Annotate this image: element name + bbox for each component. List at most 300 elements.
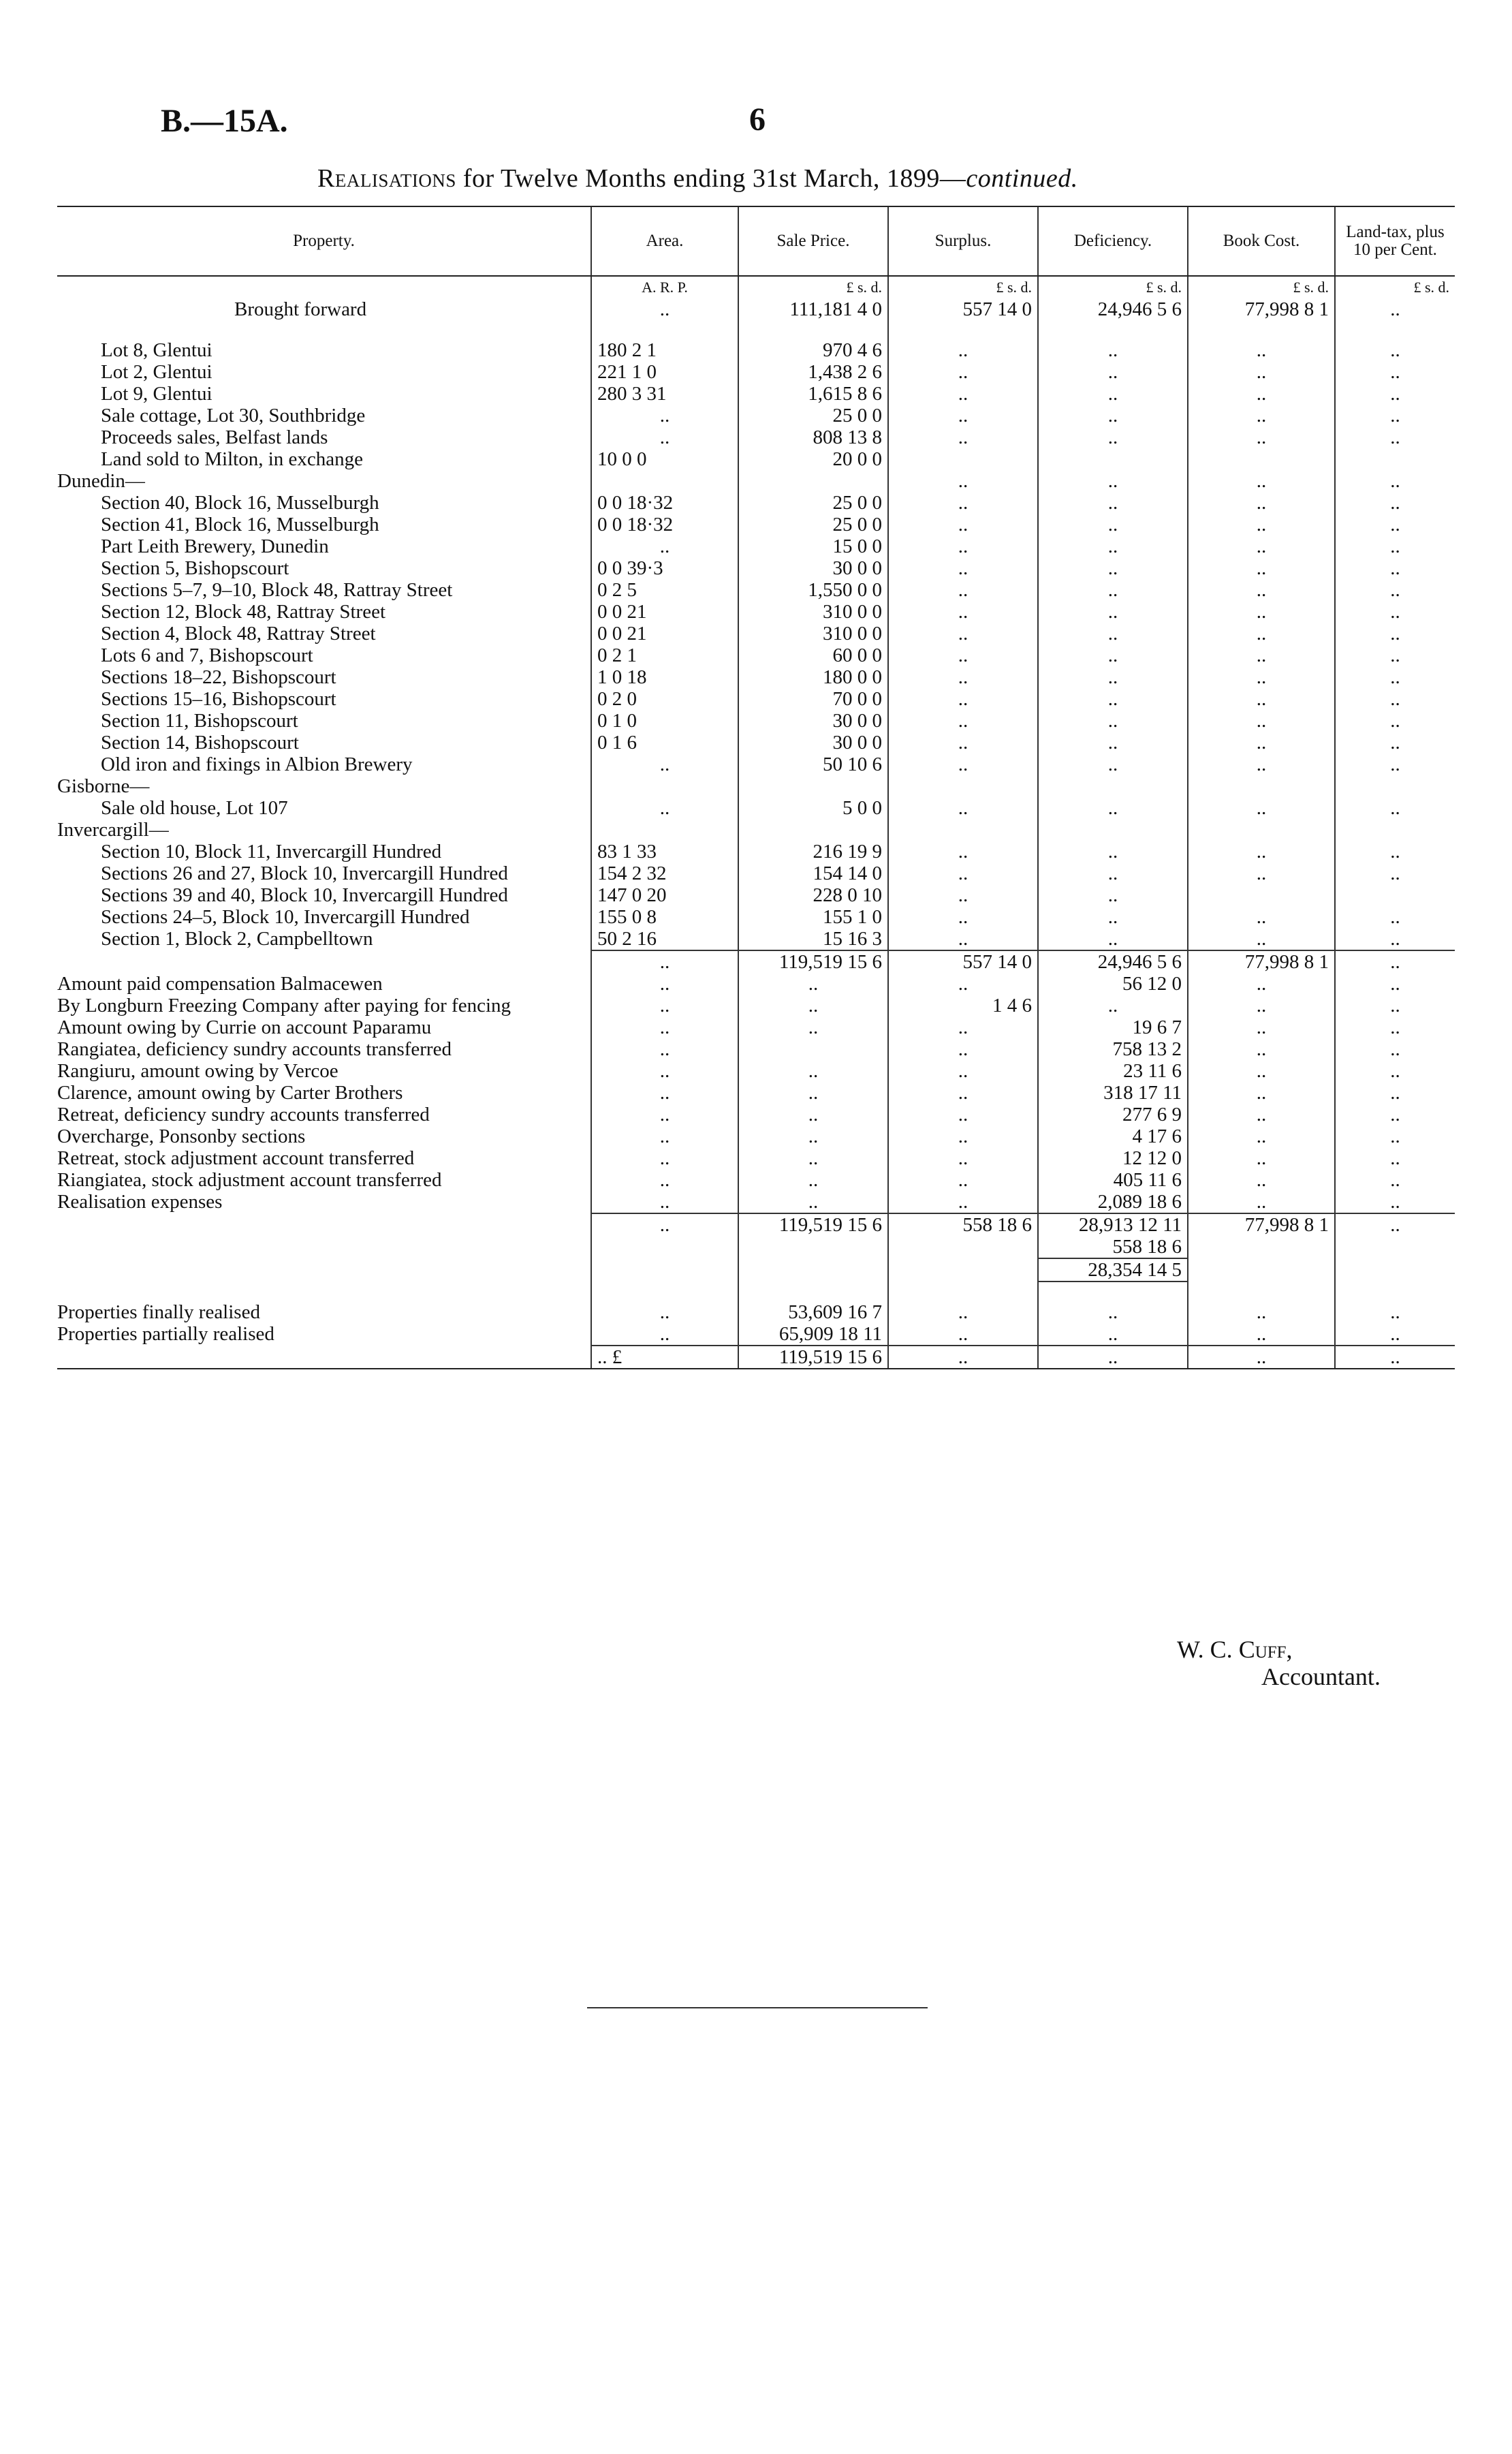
surplus-cell <box>888 1236 1038 1258</box>
area-cell: 221 1 0 <box>591 361 738 383</box>
book-cost-cell: .. <box>1188 1104 1335 1125</box>
property-cell: Lot 9, Glentui <box>101 383 212 405</box>
surplus-cell: .. <box>888 884 1038 906</box>
table-row <box>57 426 1455 448</box>
book-cost-cell: .. <box>1188 361 1335 383</box>
table-row <box>57 448 1455 470</box>
area-cell: 0 0 21 <box>591 623 738 644</box>
surplus-cell: .. <box>888 1060 1038 1082</box>
surplus-cell <box>888 775 1038 797</box>
deficiency-cell: .. <box>1038 623 1188 644</box>
footer-rule <box>587 2007 928 2008</box>
area-cell: .. <box>591 1060 738 1082</box>
property-cell: Sale cottage, Lot 30, Southbridge <box>101 405 366 426</box>
book-cost-cell: .. <box>1188 426 1335 448</box>
table-row <box>57 1082 1455 1104</box>
table-row <box>57 863 1455 884</box>
table-row <box>57 819 1455 841</box>
deficiency-cell: .. <box>1038 644 1188 666</box>
units-land: £ s. d. <box>1335 276 1455 298</box>
table-row <box>57 1191 1455 1213</box>
surplus-cell <box>888 1282 1038 1301</box>
column-header-deficiency: Deficiency. <box>1038 206 1188 276</box>
surplus-cell: .. <box>888 579 1038 601</box>
sale-price-cell: .. <box>738 1082 888 1104</box>
table-row <box>57 1169 1455 1191</box>
book-cost-cell: .. <box>1188 710 1335 732</box>
property-cell <box>57 1213 591 1236</box>
sale-price-cell: 25 0 0 <box>738 514 888 535</box>
land-tax-cell: .. <box>1335 950 1455 973</box>
property-cell: Section 12, Block 48, Rattray Street <box>101 601 386 623</box>
area-cell: 1 0 18 <box>591 666 738 688</box>
deficiency-cell: .. <box>1038 666 1188 688</box>
sale-price-cell: 53,609 16 7 <box>738 1301 888 1323</box>
table-row <box>57 405 1455 426</box>
table-row <box>57 1323 1455 1346</box>
property-cell <box>57 1346 591 1369</box>
sale-price-cell: .. <box>738 1191 888 1213</box>
sale-price-cell: 5 0 0 <box>738 797 888 819</box>
area-cell: .. <box>591 1038 738 1060</box>
area-cell: .. <box>591 1323 738 1346</box>
book-cost-cell: .. <box>1188 1060 1335 1082</box>
land-tax-cell: .. <box>1335 666 1455 688</box>
surplus-cell: .. <box>888 601 1038 623</box>
area-cell: .. <box>591 1169 738 1191</box>
property-cell: Amount owing by Currie on account Paparamu <box>57 1016 432 1038</box>
spacer-row <box>57 320 1455 339</box>
deficiency-cell <box>1038 775 1188 797</box>
sale-price-cell <box>738 819 888 841</box>
area-cell: 10 0 0 <box>591 448 738 470</box>
sale-price-cell: 119,519 15 6 <box>738 1346 888 1369</box>
deficiency-cell: .. <box>1038 995 1188 1016</box>
property-cell: Land sold to Milton, in exchange <box>101 448 363 470</box>
book-cost-cell: .. <box>1188 535 1335 557</box>
book-cost-cell: .. <box>1188 928 1335 950</box>
sale-price-cell <box>738 320 888 339</box>
deficiency-cell <box>1038 448 1188 470</box>
title-italic: continued. <box>966 164 1078 193</box>
property-cell: Section 11, Bishopscourt <box>101 710 298 732</box>
sale-price-cell: 30 0 0 <box>738 557 888 579</box>
property-cell: Lot 2, Glentui <box>101 361 212 383</box>
surplus-cell: .. <box>888 1125 1038 1147</box>
sale-price-cell: .. <box>738 1104 888 1125</box>
book-cost-cell: .. <box>1188 579 1335 601</box>
land-tax-cell: .. <box>1335 1169 1455 1191</box>
deficiency-cell: .. <box>1038 928 1188 950</box>
property-cell: Gisborne— <box>57 775 150 797</box>
land-tax-cell: .. <box>1335 557 1455 579</box>
surplus-cell: .. <box>888 514 1038 535</box>
area-cell <box>591 1236 738 1258</box>
deficiency-cell: 405 11 6 <box>1038 1169 1188 1191</box>
area-cell <box>591 1282 738 1301</box>
units-deficiency: £ s. d. <box>1038 276 1188 298</box>
land-tax-cell: .. <box>1335 1323 1455 1346</box>
land-tax-cell: .. <box>1335 863 1455 884</box>
table-row <box>57 557 1455 579</box>
sale-price-cell: 65,909 18 11 <box>738 1323 888 1346</box>
land-tax-cell: .. <box>1335 579 1455 601</box>
surplus-cell: .. <box>888 710 1038 732</box>
book-cost-cell: .. <box>1188 405 1335 426</box>
deficiency-cell: .. <box>1038 884 1188 906</box>
surplus-cell: .. <box>888 1082 1038 1104</box>
surplus-cell: 557 14 0 <box>888 950 1038 973</box>
property-cell: Section 4, Block 48, Rattray Street <box>101 623 376 644</box>
sale-price-cell: 180 0 0 <box>738 666 888 688</box>
area-cell: .. <box>591 973 738 995</box>
table-row <box>57 732 1455 754</box>
sale-price-cell <box>738 1038 888 1060</box>
book-cost-cell: .. <box>1188 1038 1335 1060</box>
book-cost-cell: .. <box>1188 514 1335 535</box>
deficiency-cell <box>1038 819 1188 841</box>
sale-price-cell: 15 16 3 <box>738 928 888 950</box>
surplus-cell: .. <box>888 535 1038 557</box>
property-cell: Invercargill— <box>57 819 169 841</box>
land-tax-cell <box>1335 448 1455 470</box>
property-cell: Sections 26 and 27, Block 10, Invercargill Hundred <box>101 863 508 884</box>
property-cell: Section 5, Bishopscourt <box>101 557 289 579</box>
table-row <box>57 298 1455 320</box>
table-row <box>57 1060 1455 1082</box>
surplus-cell <box>888 320 1038 339</box>
land-tax-cell: .. <box>1335 995 1455 1016</box>
sale-price-cell: 60 0 0 <box>738 644 888 666</box>
property-cell: Proceeds sales, Belfast lands <box>101 426 328 448</box>
table-row <box>57 383 1455 405</box>
table-row <box>57 688 1455 710</box>
table-row <box>57 1125 1455 1147</box>
land-tax-cell: .. <box>1335 1213 1455 1236</box>
table-row <box>57 950 1455 973</box>
title-text: for Twelve Months ending 31st March, 1899— <box>456 164 966 193</box>
surplus-cell: .. <box>888 928 1038 950</box>
sale-price-cell: 216 19 9 <box>738 841 888 863</box>
deficiency-cell: .. <box>1038 841 1188 863</box>
property-cell: Sale old house, Lot 107 <box>101 797 288 819</box>
book-cost-cell <box>1188 884 1335 906</box>
table-row <box>57 1258 1455 1282</box>
surplus-cell <box>888 448 1038 470</box>
deficiency-cell: .. <box>1038 535 1188 557</box>
deficiency-cell: 19 6 7 <box>1038 1016 1188 1038</box>
deficiency-cell: .. <box>1038 514 1188 535</box>
book-cost-cell <box>1188 1258 1335 1282</box>
spacer-row <box>57 1282 1455 1301</box>
land-tax-cell: .. <box>1335 710 1455 732</box>
land-tax-cell <box>1335 884 1455 906</box>
deficiency-cell: .. <box>1038 732 1188 754</box>
surplus-cell: .. <box>888 973 1038 995</box>
area-cell: 154 2 32 <box>591 863 738 884</box>
area-cell <box>591 320 738 339</box>
book-cost-cell: .. <box>1188 1346 1335 1369</box>
surplus-cell: .. <box>888 688 1038 710</box>
sale-price-cell: .. <box>738 1147 888 1169</box>
realisations-table <box>57 206 1455 1369</box>
property-cell: Rangiatea, deficiency sundry accounts transferred <box>57 1038 452 1060</box>
land-tax-cell: .. <box>1335 754 1455 775</box>
table-row <box>57 666 1455 688</box>
table-row <box>57 492 1455 514</box>
table-row <box>57 579 1455 601</box>
property-cell <box>57 1236 591 1258</box>
land-tax-cell: .. <box>1335 1104 1455 1125</box>
sale-price-cell: .. <box>738 1169 888 1191</box>
deficiency-cell: .. <box>1038 470 1188 492</box>
land-tax-cell: .. <box>1335 601 1455 623</box>
property-cell: Sections 24–5, Block 10, Invercargill Hundred <box>101 906 470 928</box>
area-cell: 83 1 33 <box>591 841 738 863</box>
book-cost-cell: .. <box>1188 1323 1335 1346</box>
property-cell: Sections 18–22, Bishopscourt <box>101 666 336 688</box>
property-cell: Overcharge, Ponsonby sections <box>57 1125 306 1147</box>
land-tax-cell: .. <box>1335 405 1455 426</box>
units-property <box>57 276 591 298</box>
area-cell: .. <box>591 298 738 320</box>
property-cell: Amount paid compensation Balmacewen <box>57 973 383 995</box>
book-cost-cell: .. <box>1188 688 1335 710</box>
table-row <box>57 884 1455 906</box>
property-cell <box>57 1258 591 1282</box>
surplus-cell: 557 14 0 <box>888 298 1038 320</box>
surplus-cell: .. <box>888 1346 1038 1369</box>
sale-price-cell: 155 1 0 <box>738 906 888 928</box>
units-area: A. R. P. <box>591 276 738 298</box>
property-cell: Brought forward <box>234 298 367 320</box>
sale-price-cell: .. <box>738 1016 888 1038</box>
property-cell: Dunedin— <box>57 470 145 492</box>
land-tax-cell: .. <box>1335 514 1455 535</box>
deficiency-cell: .. <box>1038 710 1188 732</box>
sale-price-cell: .. <box>738 1060 888 1082</box>
surplus-cell: .. <box>888 492 1038 514</box>
book-cost-cell: .. <box>1188 1125 1335 1147</box>
deficiency-cell: .. <box>1038 754 1188 775</box>
surplus-cell: .. <box>888 383 1038 405</box>
land-tax-cell: .. <box>1335 732 1455 754</box>
surplus-cell: .. <box>888 906 1038 928</box>
book-cost-cell: 77,998 8 1 <box>1188 1213 1335 1236</box>
page-title <box>317 164 1078 193</box>
book-cost-cell: .. <box>1188 644 1335 666</box>
area-cell: .. <box>591 1104 738 1125</box>
surplus-cell: .. <box>888 1104 1038 1125</box>
sale-price-cell: 1,615 8 6 <box>738 383 888 405</box>
deficiency-cell: 56 12 0 <box>1038 973 1188 995</box>
property-cell <box>57 950 591 973</box>
land-tax-cell: .. <box>1335 841 1455 863</box>
area-cell: .. <box>591 1016 738 1038</box>
book-cost-cell: .. <box>1188 973 1335 995</box>
table-row <box>57 361 1455 383</box>
sale-price-cell: 15 0 0 <box>738 535 888 557</box>
property-cell: Sections 5–7, 9–10, Block 48, Rattray Street <box>101 579 453 601</box>
sale-price-cell: 310 0 0 <box>738 601 888 623</box>
property-cell: Lot 8, Glentui <box>101 339 212 361</box>
table-row <box>57 995 1455 1016</box>
deficiency-cell: .. <box>1038 1301 1188 1323</box>
property-cell: Section 14, Bishopscourt <box>101 732 299 754</box>
book-cost-cell: .. <box>1188 339 1335 361</box>
surplus-cell: .. <box>888 1038 1038 1060</box>
surplus-cell: .. <box>888 863 1038 884</box>
land-tax-cell <box>1335 775 1455 797</box>
area-cell: 0 0 21 <box>591 601 738 623</box>
land-tax-cell: .. <box>1335 644 1455 666</box>
deficiency-cell: .. <box>1038 906 1188 928</box>
sale-price-cell <box>738 1236 888 1258</box>
page-number: 6 <box>749 102 766 138</box>
land-tax-cell: .. <box>1335 535 1455 557</box>
sale-price-cell: 119,519 15 6 <box>738 950 888 973</box>
book-cost-cell: .. <box>1188 797 1335 819</box>
deficiency-cell: .. <box>1038 426 1188 448</box>
property-cell: By Longburn Freezing Company after paying for fencing <box>57 995 511 1016</box>
table-row <box>57 754 1455 775</box>
sale-price-cell <box>738 1282 888 1301</box>
area-cell <box>591 819 738 841</box>
deficiency-cell: 758 13 2 <box>1038 1038 1188 1060</box>
land-tax-cell: .. <box>1335 1016 1455 1038</box>
table-row <box>57 973 1455 995</box>
book-cost-cell: .. <box>1188 1301 1335 1323</box>
title-smallcaps: Realisations <box>317 164 456 193</box>
area-cell: .. <box>591 1082 738 1104</box>
surplus-cell: .. <box>888 361 1038 383</box>
table-row <box>57 841 1455 863</box>
land-tax-cell: .. <box>1335 623 1455 644</box>
book-cost-cell <box>1188 819 1335 841</box>
table-row <box>57 1301 1455 1323</box>
deficiency-cell: .. <box>1038 601 1188 623</box>
surplus-cell: .. <box>888 754 1038 775</box>
surplus-cell: .. <box>888 841 1038 863</box>
land-tax-cell <box>1335 1258 1455 1282</box>
surplus-cell: .. <box>888 797 1038 819</box>
land-tax-cell <box>1335 819 1455 841</box>
area-cell: .. <box>591 1213 738 1236</box>
signature-initials: W. C. <box>1177 1636 1239 1663</box>
area-cell: 0 1 6 <box>591 732 738 754</box>
surplus-cell: .. <box>888 1016 1038 1038</box>
area-cell: .. <box>591 535 738 557</box>
book-cost-cell: .. <box>1188 995 1335 1016</box>
column-header-area: Area. <box>591 206 738 276</box>
land-tax-cell: .. <box>1335 470 1455 492</box>
table-row <box>57 1346 1455 1369</box>
book-cost-cell: .. <box>1188 1169 1335 1191</box>
units-row <box>57 276 1455 298</box>
sale-price-cell: 154 14 0 <box>738 863 888 884</box>
book-cost-cell: 77,998 8 1 <box>1188 298 1335 320</box>
signature-surname: Cuff, <box>1238 1636 1293 1663</box>
column-header-book-cost: Book Cost. <box>1188 206 1335 276</box>
sale-price-cell: 970 4 6 <box>738 339 888 361</box>
surplus-cell <box>888 1258 1038 1282</box>
sale-price-cell: 30 0 0 <box>738 710 888 732</box>
deficiency-cell: .. <box>1038 797 1188 819</box>
land-tax-cell: .. <box>1335 492 1455 514</box>
book-cost-cell: .. <box>1188 754 1335 775</box>
surplus-cell: .. <box>888 644 1038 666</box>
book-cost-cell: .. <box>1188 492 1335 514</box>
deficiency-cell: 318 17 11 <box>1038 1082 1188 1104</box>
property-cell: Riangiatea, stock adjustment account transferred <box>57 1169 442 1191</box>
surplus-cell: 558 18 6 <box>888 1213 1038 1236</box>
area-cell: .. <box>591 1191 738 1213</box>
table-row <box>57 623 1455 644</box>
deficiency-cell: 558 18 6 <box>1038 1236 1188 1258</box>
book-cost-cell: .. <box>1188 470 1335 492</box>
land-tax-cell: .. <box>1335 928 1455 950</box>
sale-price-cell: 1,550 0 0 <box>738 579 888 601</box>
property-cell: Properties partially realised <box>57 1323 274 1345</box>
property-cell: Sections 39 and 40, Block 10, Invercargill Hundred <box>101 884 508 906</box>
deficiency-cell: .. <box>1038 1346 1188 1369</box>
sale-price-cell <box>738 1258 888 1282</box>
deficiency-cell: .. <box>1038 405 1188 426</box>
table-row <box>57 1104 1455 1125</box>
area-cell: .. <box>591 405 738 426</box>
table-row <box>57 1213 1455 1236</box>
book-cost-cell <box>1188 1236 1335 1258</box>
property-cell <box>57 1282 591 1301</box>
area-cell <box>591 775 738 797</box>
area-cell: .. <box>591 1147 738 1169</box>
deficiency-cell: .. <box>1038 579 1188 601</box>
land-tax-cell: .. <box>1335 1125 1455 1147</box>
book-cost-cell: .. <box>1188 1147 1335 1169</box>
table-row <box>57 470 1455 492</box>
sale-price-cell: .. <box>738 995 888 1016</box>
area-cell: .. <box>591 1125 738 1147</box>
deficiency-cell: .. <box>1038 339 1188 361</box>
deficiency-cell: .. <box>1038 557 1188 579</box>
book-cost-cell <box>1188 1282 1335 1301</box>
book-cost-cell: .. <box>1188 1082 1335 1104</box>
book-cost-cell <box>1188 448 1335 470</box>
area-cell <box>591 470 738 492</box>
deficiency-cell: .. <box>1038 383 1188 405</box>
property-cell <box>57 320 591 339</box>
column-header-sale-price: Sale Price. <box>738 206 888 276</box>
area-cell: 0 2 0 <box>591 688 738 710</box>
sale-price-cell: 228 0 10 <box>738 884 888 906</box>
sale-price-cell: .. <box>738 1125 888 1147</box>
sale-price-cell: 70 0 0 <box>738 688 888 710</box>
column-header-property: Property. <box>57 206 591 276</box>
book-cost-cell: .. <box>1188 1191 1335 1213</box>
book-cost-cell <box>1188 775 1335 797</box>
area-cell: .. <box>591 950 738 973</box>
surplus-cell: .. <box>888 1147 1038 1169</box>
area-cell: 0 0 18·32 <box>591 492 738 514</box>
area-cell: 147 0 20 <box>591 884 738 906</box>
property-cell: Retreat, stock adjustment account transferred <box>57 1147 415 1169</box>
property-cell: Rangiuru, amount owing by Vercoe <box>57 1060 338 1082</box>
property-cell: Section 10, Block 11, Invercargill Hundred <box>101 841 442 863</box>
sale-price-cell: 25 0 0 <box>738 492 888 514</box>
deficiency-cell <box>1038 1282 1188 1301</box>
land-tax-cell: .. <box>1335 383 1455 405</box>
book-cost-cell: .. <box>1188 601 1335 623</box>
